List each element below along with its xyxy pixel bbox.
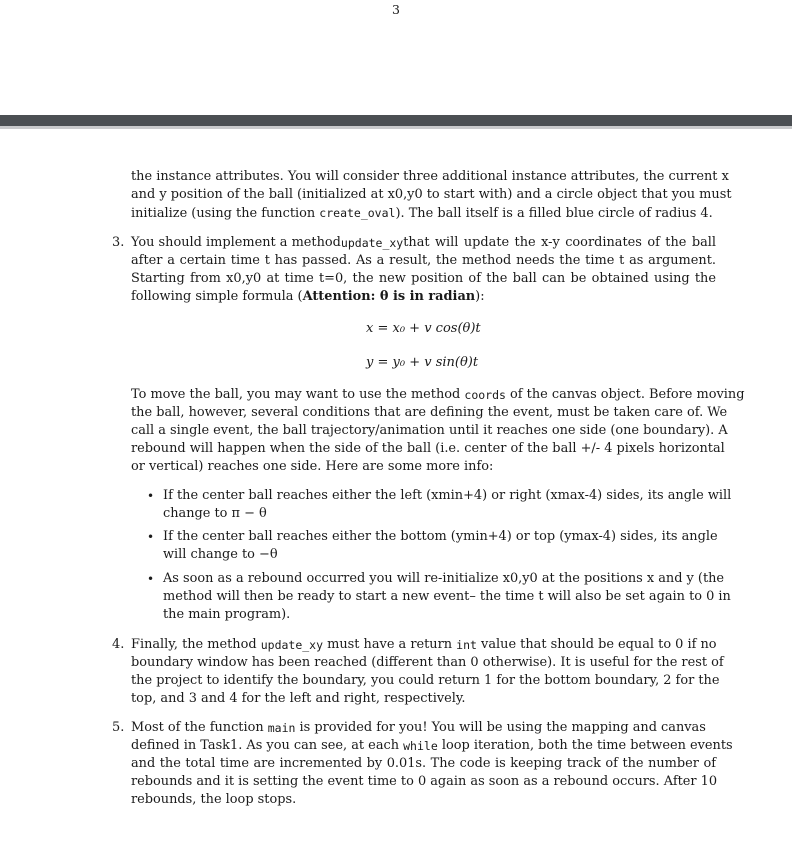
item3-para2-line: call a single event, the ball trajectory/animation until it reaches one side (one boundary). A	[131, 423, 728, 438]
equation-x: x = x₀ + v cos(θ)t	[366, 321, 481, 336]
item3-para2-line: rebound will happen when the side of the ball (i.e. center of the ball +/- 4 pixels horizontal	[131, 441, 725, 456]
item5-line: rebounds and it is setting the event time to 0 again as soon as a rebound occurs. After 10	[131, 774, 718, 789]
item5-line: and the total time are incremented by 0.01s. The code is keeping track of the number of	[131, 756, 716, 771]
bullet-dot: •	[147, 572, 155, 586]
bullet-line: the main program).	[163, 607, 291, 622]
inline-code: main	[267, 721, 296, 735]
inline-code: coords	[464, 388, 506, 402]
inline-code: update_xy	[340, 236, 404, 250]
page-number: 3	[392, 2, 400, 17]
bullet-dot: •	[147, 530, 155, 544]
intro-line: the instance attributes. You will consider three additional instance attributes, the current x	[131, 169, 729, 184]
list-number: 4.	[112, 637, 125, 652]
bullet-line: If the center ball reaches either the bottom (ymin+4) or top (ymax-4) sides, its angle	[163, 529, 718, 544]
bullet-dot: •	[147, 489, 155, 503]
item3-line: Starting from x0,y0 at time t=0, the new position of the ball can be obtained using the	[131, 271, 716, 286]
item4-line: top, and 3 and 4 for the left and right, respectively.	[131, 691, 466, 706]
item3-line: after a certain time t has passed. As a result, the method needs the time t as argument.	[131, 253, 716, 268]
page-divider-bar	[0, 115, 792, 126]
item3-line: following simple formula (Attention: θ is in radian):	[131, 289, 485, 304]
intro-line: initialize (using the function create_oval). The ball itself is a filled blue circle of radius 4.	[131, 206, 713, 221]
page-divider-shadow	[0, 126, 792, 129]
equation-y: y = y₀ + v sin(θ)t	[366, 355, 479, 370]
item4-line: boundary window has been reached (different than 0 otherwise). It is useful for the rest of	[131, 655, 724, 670]
bullet-line: change to π − θ	[163, 506, 267, 521]
list-number: 3.	[112, 235, 125, 250]
page-header-area	[0, 0, 792, 115]
inline-code: update_xy	[260, 638, 324, 652]
bullet-line: will change to −θ	[163, 547, 278, 562]
attention-note: Attention: θ is in radian	[302, 289, 476, 304]
item4-line: Finally, the method update_xy must have a return int value that should be equal to 0 if no	[131, 637, 717, 652]
item5-line: Most of the function main is provided for you! You will be using the mapping and canvas	[131, 720, 706, 735]
bullet-line: If the center ball reaches either the left (xmin+4) or right (xmax-4) sides, its angle will	[163, 488, 732, 503]
item3-para2-line: the ball, however, several conditions that are defining the event, must be taken care of. We	[131, 405, 728, 420]
list-number: 5.	[112, 720, 125, 735]
item3-para2-line: or vertical) reaches one side. Here are some more info:	[131, 459, 494, 474]
inline-code: create_oval	[319, 206, 396, 220]
bullet-line: method will then be ready to start a new event– the time t will also be set again to 0 in	[163, 589, 731, 604]
item4-line: the project to identify the boundary, you could return 1 for the bottom boundary, 2 for the	[131, 673, 720, 688]
inline-code: int	[456, 638, 477, 652]
bullet-line: As soon as a rebound occurred you will re-initialize x0,y0 at the positions x and y (the	[163, 571, 725, 586]
intro-line: and y position of the ball (initialized at x0,y0 to start with) and a circle object that you must	[131, 187, 732, 202]
item5-line: defined in Task1. As you can see, at each while loop iteration, both the time between events	[131, 738, 733, 753]
item3-para2-line: To move the ball, you may want to use the method coords of the canvas object. Before moving	[131, 387, 745, 402]
item5-line: rebounds, the loop stops.	[131, 792, 297, 807]
item3-line: You should implement a method update_xy that will update the x-y coordinates of the ball	[131, 235, 716, 250]
inline-code: while	[403, 739, 438, 753]
